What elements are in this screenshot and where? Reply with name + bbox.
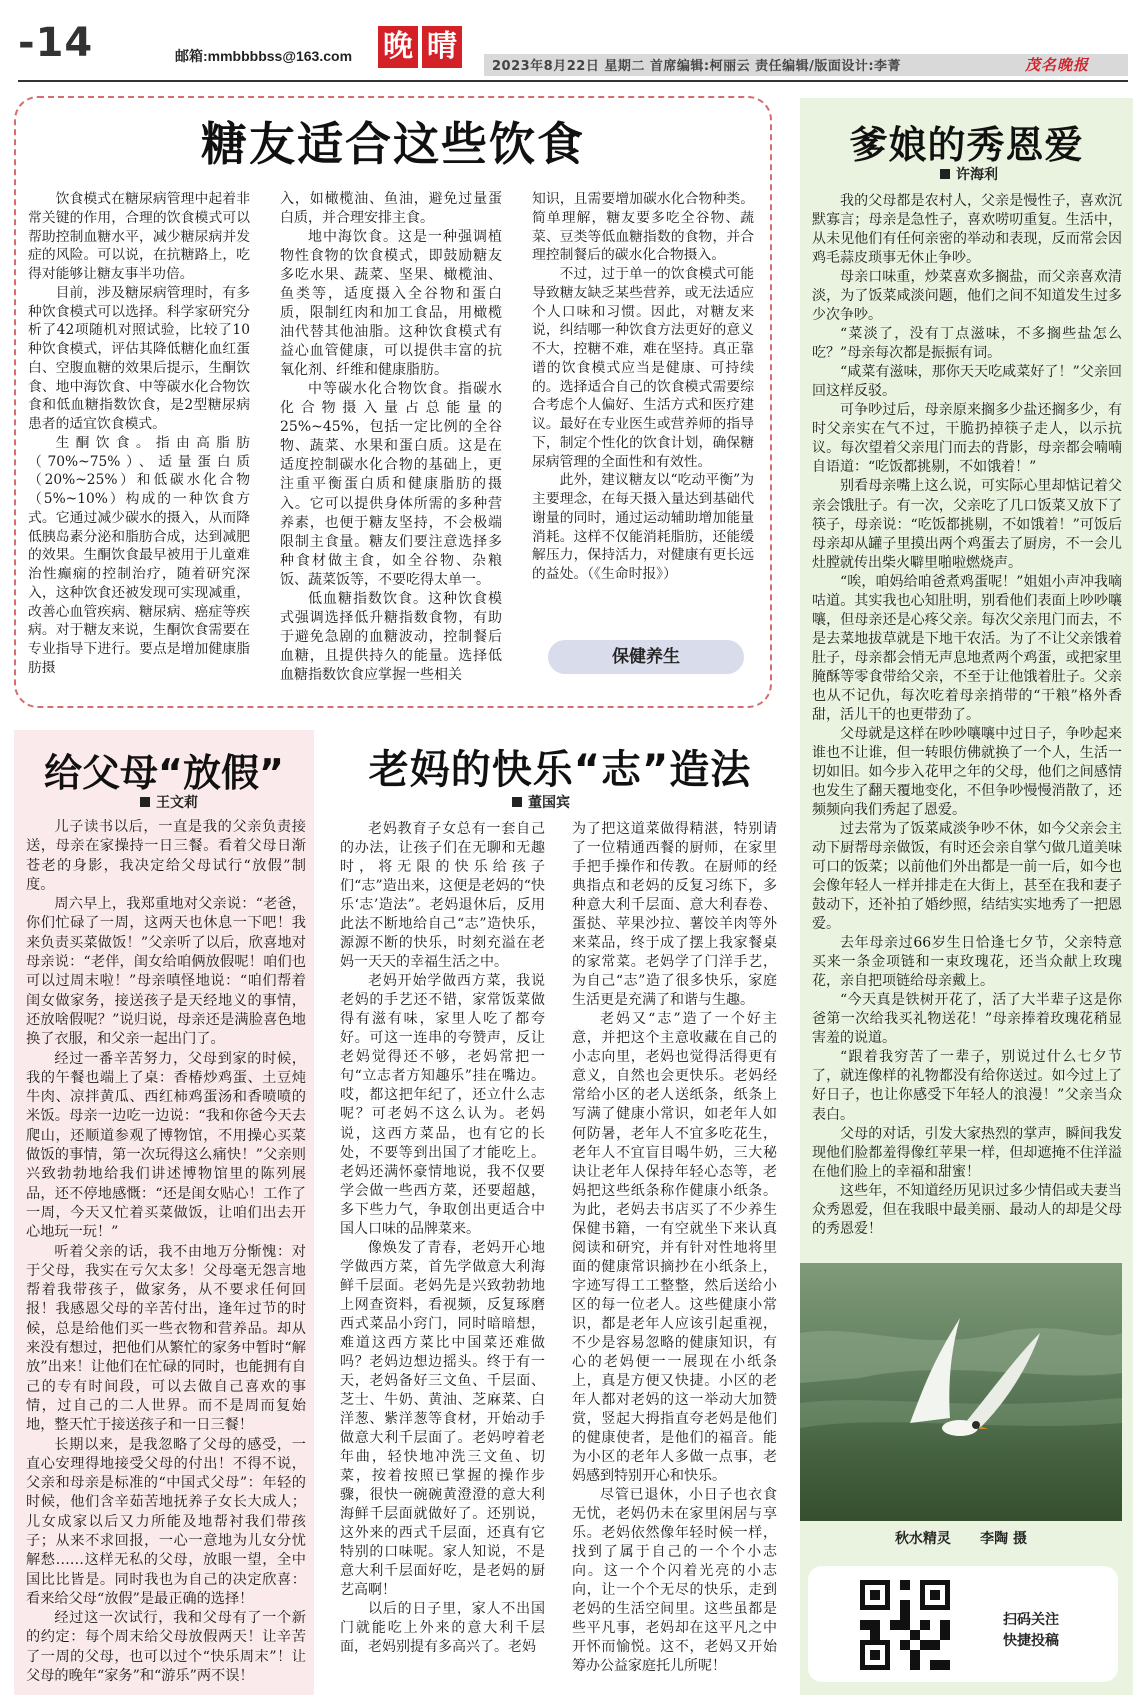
byline-square-icon [940,169,950,179]
photo-caption: 秋水精灵 李陶 摄 [894,1531,1028,1547]
page-number: -14 [18,20,94,66]
paragraph: 过去常为了饭菜咸淡争吵不休，如今父亲会主动下厨帮母亲做饭，有时还会亲自掌勺做几道美味可口的饭菜；以前他们外出都是一前一后，如今也会像年轻人一样并排走在大街上，甚至在我和妻子鼓动下，还补拍了婚纱照，结结实实地秀了一把恩爱。 [812,821,1122,933]
paragraph: 别看母亲嘴上这么说，可实际心里却惦记着父亲会饿肚子。有一次，父亲吃了几口饭菜又放下了筷子，母亲说：“吃饭都挑剔，不如饿着！”可饭后母亲却从罐子里摸出两个鸡蛋去了厨房，不一会儿灶膛就传出柴火噼里啪啦燃烧声。 [812,478,1122,571]
parents-article-title: 爹娘的秀恩爱 [849,123,1084,167]
holiday-article-title: 给父母“放假” [44,751,284,795]
mom-article-title: 老妈的快乐“志”造法 [368,747,752,793]
parents-article-body [812,192,1122,1239]
paragraph: 长期以来，是我忽略了父母的感受，一直心安理得地接受父母的付出！不得不说，父亲和母亲是标准的“中国式父母”：年轻的时候，他们含辛茹苦地抚养子女长大成人；儿女成家以后又力所能及地帮衬我们带孩子；从来不求回报，一心一意地为儿女分忧解愁……这样无私的父母，放眼一望，全中国比比皆是。同时我也为自己的决定欣喜：看来给父母“放假”是最正确的选择！ [26,1436,306,1607]
holiday-article-body [26,818,306,1686]
paragraph: 地中海饮食。这是一种强调植物性食物的饮食模式，即鼓励糖友多吃水果、蔬菜、坚果、橄榄油、鱼类等，适度摄入全谷物和蛋白质，限制红肉和加工食品，用橄榄油代替其他油脂。这种饮食模式有益心血管健康，可以提供丰富的抗氧化剂、纤维和健康脂肪。 [280,229,502,379]
health-article-title: 糖友适合这些饮食 [201,117,585,171]
bird-photo [800,1263,1122,1521]
paragraph: 去年母亲过66岁生日恰逢七夕节，父亲特意买来一条金项链和一束玫瑰花，还当众献上玫瑰花，亲自把项链给母亲戴上。 [812,935,1122,990]
mom-article-byline [512,792,570,812]
masthead-logo: 茂名晚报 [1025,56,1090,74]
paragraph: 此外，建议糖友以“吃动平衡”为主要理念，在每天摄入量达到基础代谢量的同时，通过运动辅助增加能量消耗。这样不仅能消耗脂肪，还能缓解压力，保持活力，对健康有更长远的益处。（《生命时报》） [532,472,754,582]
qr-instruction [1003,1610,1059,1652]
author-name: 许海利 [956,167,998,183]
health-article-column-1 [28,190,250,678]
paragraph: 为了把这道菜做得精湛，特别请了一位精通西餐的厨师，在家里手把手操作和传教。在厨师的经典指点和老妈的反复习练下，多种意大利千层面、意大利春卷、蛋挞、苹果沙拉、薯饺羊肉等外来菜品，终于成了摆上我家餐桌的家常菜。老妈学了门洋手艺，为自己“志”造了很多快乐，家庭生活更是充满了和谐与生趣。 [572,821,777,1009]
health-article-column-2 [280,190,502,685]
author-name: 董国宾 [528,795,570,811]
qr-line-2: 快捷投稿 [1003,1633,1059,1649]
paragraph: 周六早上，我郑重地对父亲说：“老爸，你们忙碌了一周，这两天也休息一下吧！我来负责买菜做饭！”父亲听了以后，欣喜地对母亲说：“老伴，闺女给咱俩放假呢！咱们也可以过周末啦！”母亲嗔怪地说：“咱们帮着闺女做家务，接送孩子是天经地义的事情，还放啥假呢？”说归说，母亲还是满脸喜色地换了衣服，和父亲一起出门了。 [26,896,306,1048]
byline-square-icon [512,797,522,807]
paragraph: 母亲口味重，炒菜喜欢多搁盐，而父亲喜欢清淡，为了饭菜咸淡问题，他们之间不知道发生过多少次争吵。 [812,269,1122,324]
paragraph: 知识，且需要增加碳水化合物种类。简单理解，糖友要多吃全谷物、蔬菜、豆类等低血糖指数的食物，并合理控制餐后的碳水化合物摄入。 [532,191,754,264]
paragraph: 低血糖指数饮食。这种饮食模式强调选择低升糖指数食物，有助于避免急剧的血糖波动，控制餐后血糖，且提供持久的能量。选择低血糖指数饮食应掌握一些相关 [280,590,502,683]
byline-square-icon [140,797,150,807]
paragraph: 入，如橄榄油、鱼油，避免过量蛋白质，并合理安排主食。 [280,191,502,227]
author-name: 王文莉 [156,795,198,811]
paragraph: 饮食模式在糖尿病管理中起着非常关键的作用，合理的饮食模式可以帮助控制血糖水平，减少糖尿病并发症的风险。可以说，在抗糖路上，吃得对能够让糖友事半功倍。 [28,191,250,282]
paragraph: “今天真是铁树开花了，活了大半辈子这是你爸第一次给我买礼物送花！”母亲捧着玫瑰花稍显害羞的说道。 [812,992,1122,1047]
paragraph: “唉，咱妈给咱爸煮鸡蛋呢！”姐姐小声冲我嘀咕道。其实我也心知肚明，别看他们表面上吵吵嚷嚷，但母亲还是心疼父亲。每次父亲甩门而去，不是去菜地拔草就是下地干农活。为了不让父亲饿着肚子，母亲都会悄无声息地煮两个鸡蛋，或把家里腌酥等零食带给父亲，不至于让他饿着肚子。父亲也从不记仇，每次吃着母亲捎带的“干粮”格外香甜，活儿干的也更带劲了。 [812,573,1122,723]
section-char-2: 晴 [422,26,462,68]
paragraph: 经过一番辛苦努力，父母到家的时候，我的午餐也端上了桌：香椿炒鸡蛋、土豆炖牛肉、凉拌黄瓜、西红柿鸡蛋汤和香喷喷的米饭。母亲一边吃一边说：“我和你爸今天去爬山，还顺道参观了博物馆，不用操心买菜做饭的事情，第一次玩得这么痛快！”父亲则兴致勃勃地给我们讲述博物馆里的陈列展品，还不停地感慨：“还是闺女贴心！工作了一周，今天又忙着买菜做饭，让咱们出去开心地玩一玩！” [26,1050,306,1241]
issue-info: 2023年8月22日 星期二 首席编辑:柯丽云 责任编辑/版面设计:李菁 [492,59,902,74]
paragraph: 听着父亲的话，我不由地万分惭愧：对于父母，我实在亏欠太多！父母毫无怨言地帮着我带孩子，做家务，从不要求任何回报！我感恩父母的辛苦付出，逢年过节的时候，总是给他们买一些衣物和营养品。却从来没有想过，把他们从繁忙的家务中暂时“解放”出来！让他们在忙碌的同时，也能拥有自己的专有时间段，可以去做自己喜欢的事情，过自己的二人世界。而不是周而复始地，整天忙于接送孩子和一日三餐！ [26,1243,306,1434]
paragraph: “跟着我穷苦了一辈子，别说过什么七夕节了，就连像样的礼物都没有给你送过。如今过上了好日子，也让你感受下年轻人的浪漫！”父亲当众表白。 [812,1049,1122,1123]
category-tag: 保健养生 [548,640,744,674]
paragraph: 像焕发了青春，老妈开心地学做西方菜，首先学做意大利海鲜千层面。老妈先是兴致勃勃地上网查资料，看视频，反复琢磨西式菜品小窍门，同时暗暗想，难道这西方菜比中国菜还难做吗？老妈边想边摇头。终于有一天，老妈备好三文鱼、千层面、芝士、牛奶、黄油、芝麻菜、白洋葱、紫洋葱等食材，开始动手做意大利千层面了。老妈哼着老年曲，轻快地冲洗三文鱼、切菜，按着按照已掌握的操作步骤，很快一碗碗黄澄澄的意大利海鲜千层面就做好了。还别说，这外来的西式千层面，还真有它特别的口味呢。家人知说，不是意大利千层面好吃，是老妈的厨艺高啊！ [340,1239,545,1599]
health-article-column-3 [532,190,754,584]
paragraph: 老妈教育子女总有一套自己的办法，让孩子们在无聊和无趣时，将无限的快乐给孩子们“志”造出来，这便是老妈的“快乐‘志’造法”。老妈退休后，反用此法不断地给自己“志”造快乐，源源不断的快乐，时刻充溢在老妈一天天的幸福生活之中。 [340,821,545,971]
mom-article-column-2 [572,820,777,1676]
paragraph: 经过这一次试行，我和父母有了一个新的约定：每个周末给父母放假两天！让辛苦了一周的父母，也可以过个“快乐周末”！让父母的晚年“家务”和“游乐”两不误！ [26,1610,306,1685]
paragraph: “咸菜有滋味，那你天天吃咸菜好了！”父亲回回这样反驳。 [812,364,1122,400]
mom-article-column-1 [340,820,545,1657]
paragraph: 我的父母都是农村人，父亲是慢性子，喜欢沉默寡言；母亲是急性子，喜欢唠叨重复。生活中，从未见他们有任何亲密的举动和表现，反而常会因鸡毛蒜皮琐事无休止争吵。 [812,193,1122,267]
paragraph: “菜淡了，没有丁点滋味，不多搁些盐怎么吃？”母亲每次都是振振有词。 [812,326,1122,362]
paragraph: 老妈开始学做西方菜，我说老妈的手艺还不错，家常饭菜做得有滋有味，家里人吃了都夸好。可这一连串的夸赞声，反让老妈觉得还不够，老妈常把一句“立志者方知趣乐”挂在嘴边。哎，都这把年纪了，还立什么志呢？可老妈不这么认为。老妈说，这西方菜品，也有它的长处，不要等到出国了才能吃上。老妈还满怀豪情地说，我不仅要学会做一些西方菜，还要超越，多下些力气，争取创出更适合中国人口味的品牌菜来。 [340,973,545,1237]
section-char-1: 晚 [378,26,418,68]
parents-article-byline [940,164,998,184]
paragraph: 父母就是这样在吵吵嚷嚷中过日子，争吵起来谁也不让谁，但一转眼仿佛就换了一个人，生活一切如旧。如今步入花甲之年的父母，他们之间感情也发生了翻天覆地变化，不但争吵慢慢消散了，还频频向我们秀起了恩爱。 [812,725,1122,818]
paragraph: 目前，涉及糖尿病管理时，有多种饮食模式可以选择。科学家研究分析了42项随机对照试验，比较了10种饮食模式，评估其降低糖化血红蛋白、空腹血糖的效果后提示，生酮饮食、地中海饮食、中等碳水化合物饮食和低血糖指数饮食，是2型糖尿病患者的适宜饮食模式。 [28,284,250,432]
contact-email: 邮箱:mmbbbbss@163.com [175,48,353,64]
paragraph: 老妈又“志”造了一个好主意，并把这个主意收藏在自己的小志向里，老妈也觉得活得更有意义，自然也会更快乐。老妈经常给小区的老人送纸条，纸条上写满了健康小常识，如老年人如何防暑，老年人不宜多吃花生，老年人不宜盲目喝牛奶，三大秘诀让老年人保持年轻心态等，老妈把这些纸条称作健康小纸条。为此，老妈去书店买了不少养生保健书籍，一有空就坐下来认真阅读和研究，并有针对性地将里面的健康常识摘抄在小纸条上，字迹写得工工整整，然后送给小区的每一位老人。这些健康小常识，都是老年人应该引起重视，不少是容易忽略的健康知识，有心的老妈便一一展现在小纸条上，真是方便又快捷。小区的老年人都对老妈的这一举动大加赞赏，竖起大拇指直夸老妈是他们的健康使者，是他们的福音。能为小区的老年人多做一点事，老妈感到特别开心和快乐。 [572,1011,777,1485]
seagull-icon [800,1263,1122,1521]
header-divider [18,80,1128,82]
paragraph: 儿子读书以后，一直是我的父亲负责接送，母亲在家操持一日三餐。看着父母日渐苍老的身影，我决定给父母试行“放假”制度。 [26,819,306,893]
paragraph: 生酮饮食。指由高脂肪（70%~75%）、适量蛋白质（20%~25%）和低碳水化合物（5%~10%）构成的一种饮食方式。它通过减少碳水的摄入，从而降低胰岛素分泌和脂肪合成，达到减肥的效果。生酮饮食最早被用于儿童难治性癫痫的控制治疗，随着研究深入，这种饮食还被发现可实现减重，改善心血管疾病、糖尿病、癌症等疾病。对于糖友来说，生酮饮食需要在专业指导下进行。要点是增加健康脂肪摄 [28,434,250,676]
paragraph: 中等碳水化合物饮食。指碳水化合物摄入量占总能量的25%~45%，包括一定比例的全谷物、蔬菜、水果和蛋白质。这是在适度控制碳水化合物的基础上，更注重平衡蛋白质和健康脂肪的摄入。它可以提供身体所需的多种营养素，也便于糖友坚持，不会极端限制主食量。糖友们要注意选择多种食材做主食，如全谷物、杂粮饭、蔬菜饭等，不要吃得太单一。 [280,381,502,588]
qr-panel [808,1566,1118,1682]
paragraph: 父母的对话，引发大家热烈的掌声，瞬间我发现他们脸都羞得像红苹果一样，但却遮掩不住洋溢在他们脸上的幸福和甜蜜！ [812,1125,1122,1180]
paragraph: 可争吵过后，母亲原来搁多少盐还搁多少，有时父亲实在气不过，干脆扔掉筷子走人，以示抗议。每次望着父亲甩门而去的背影，母亲都会喃喃自语道：“吃饭都挑剔，不如饿着！” [812,402,1122,476]
paragraph: 尽管已退休，小日子也衣食无忧，老妈仍未在家里闲居与享乐。老妈依然像年轻时候一样，找到了属于自己的一个个小志向。这一个个闪着光亮的小志向，让一个个无尽的快乐，走到老妈的生活空间里。这些虽都是些平凡事，老妈却在这平凡之中开怀而愉悦。这不，老妈又开始筹办公益家庭托儿所呢！ [572,1487,777,1675]
paragraph: 不过，过于单一的饮食模式可能导致糖友缺乏某些营养，或无法适应个人口味和习惯。因此，对糖友来说，纠结哪一种饮食方法更好的意义不大，控糖不难，难在坚持。真正靠谱的饮食模式应当是健康、可持续的。选择适合自己的饮食模式需要综合考虑个人偏好、生活方式和医疗建议。最好在专业医生或营养师的指导下，制定个性化的饮食计划，确保糖尿病管理的全面性和有效性。 [532,266,754,470]
qr-line-1: 扫码关注 [1003,1612,1059,1628]
paragraph: 以后的日子里，家人不出国门就能吃上外来的意大利千层面，老妈别提有多高兴了。老妈 [340,1601,545,1656]
section-name [378,26,462,68]
qr-code-icon[interactable] [860,1580,950,1670]
paragraph: 这些年，不知道经历见识过多少情侣或夫妻当众秀恩爱，但在我眼中最美丽、最动人的却是父母的秀恩爱！ [812,1182,1122,1237]
holiday-article-byline [140,792,198,812]
